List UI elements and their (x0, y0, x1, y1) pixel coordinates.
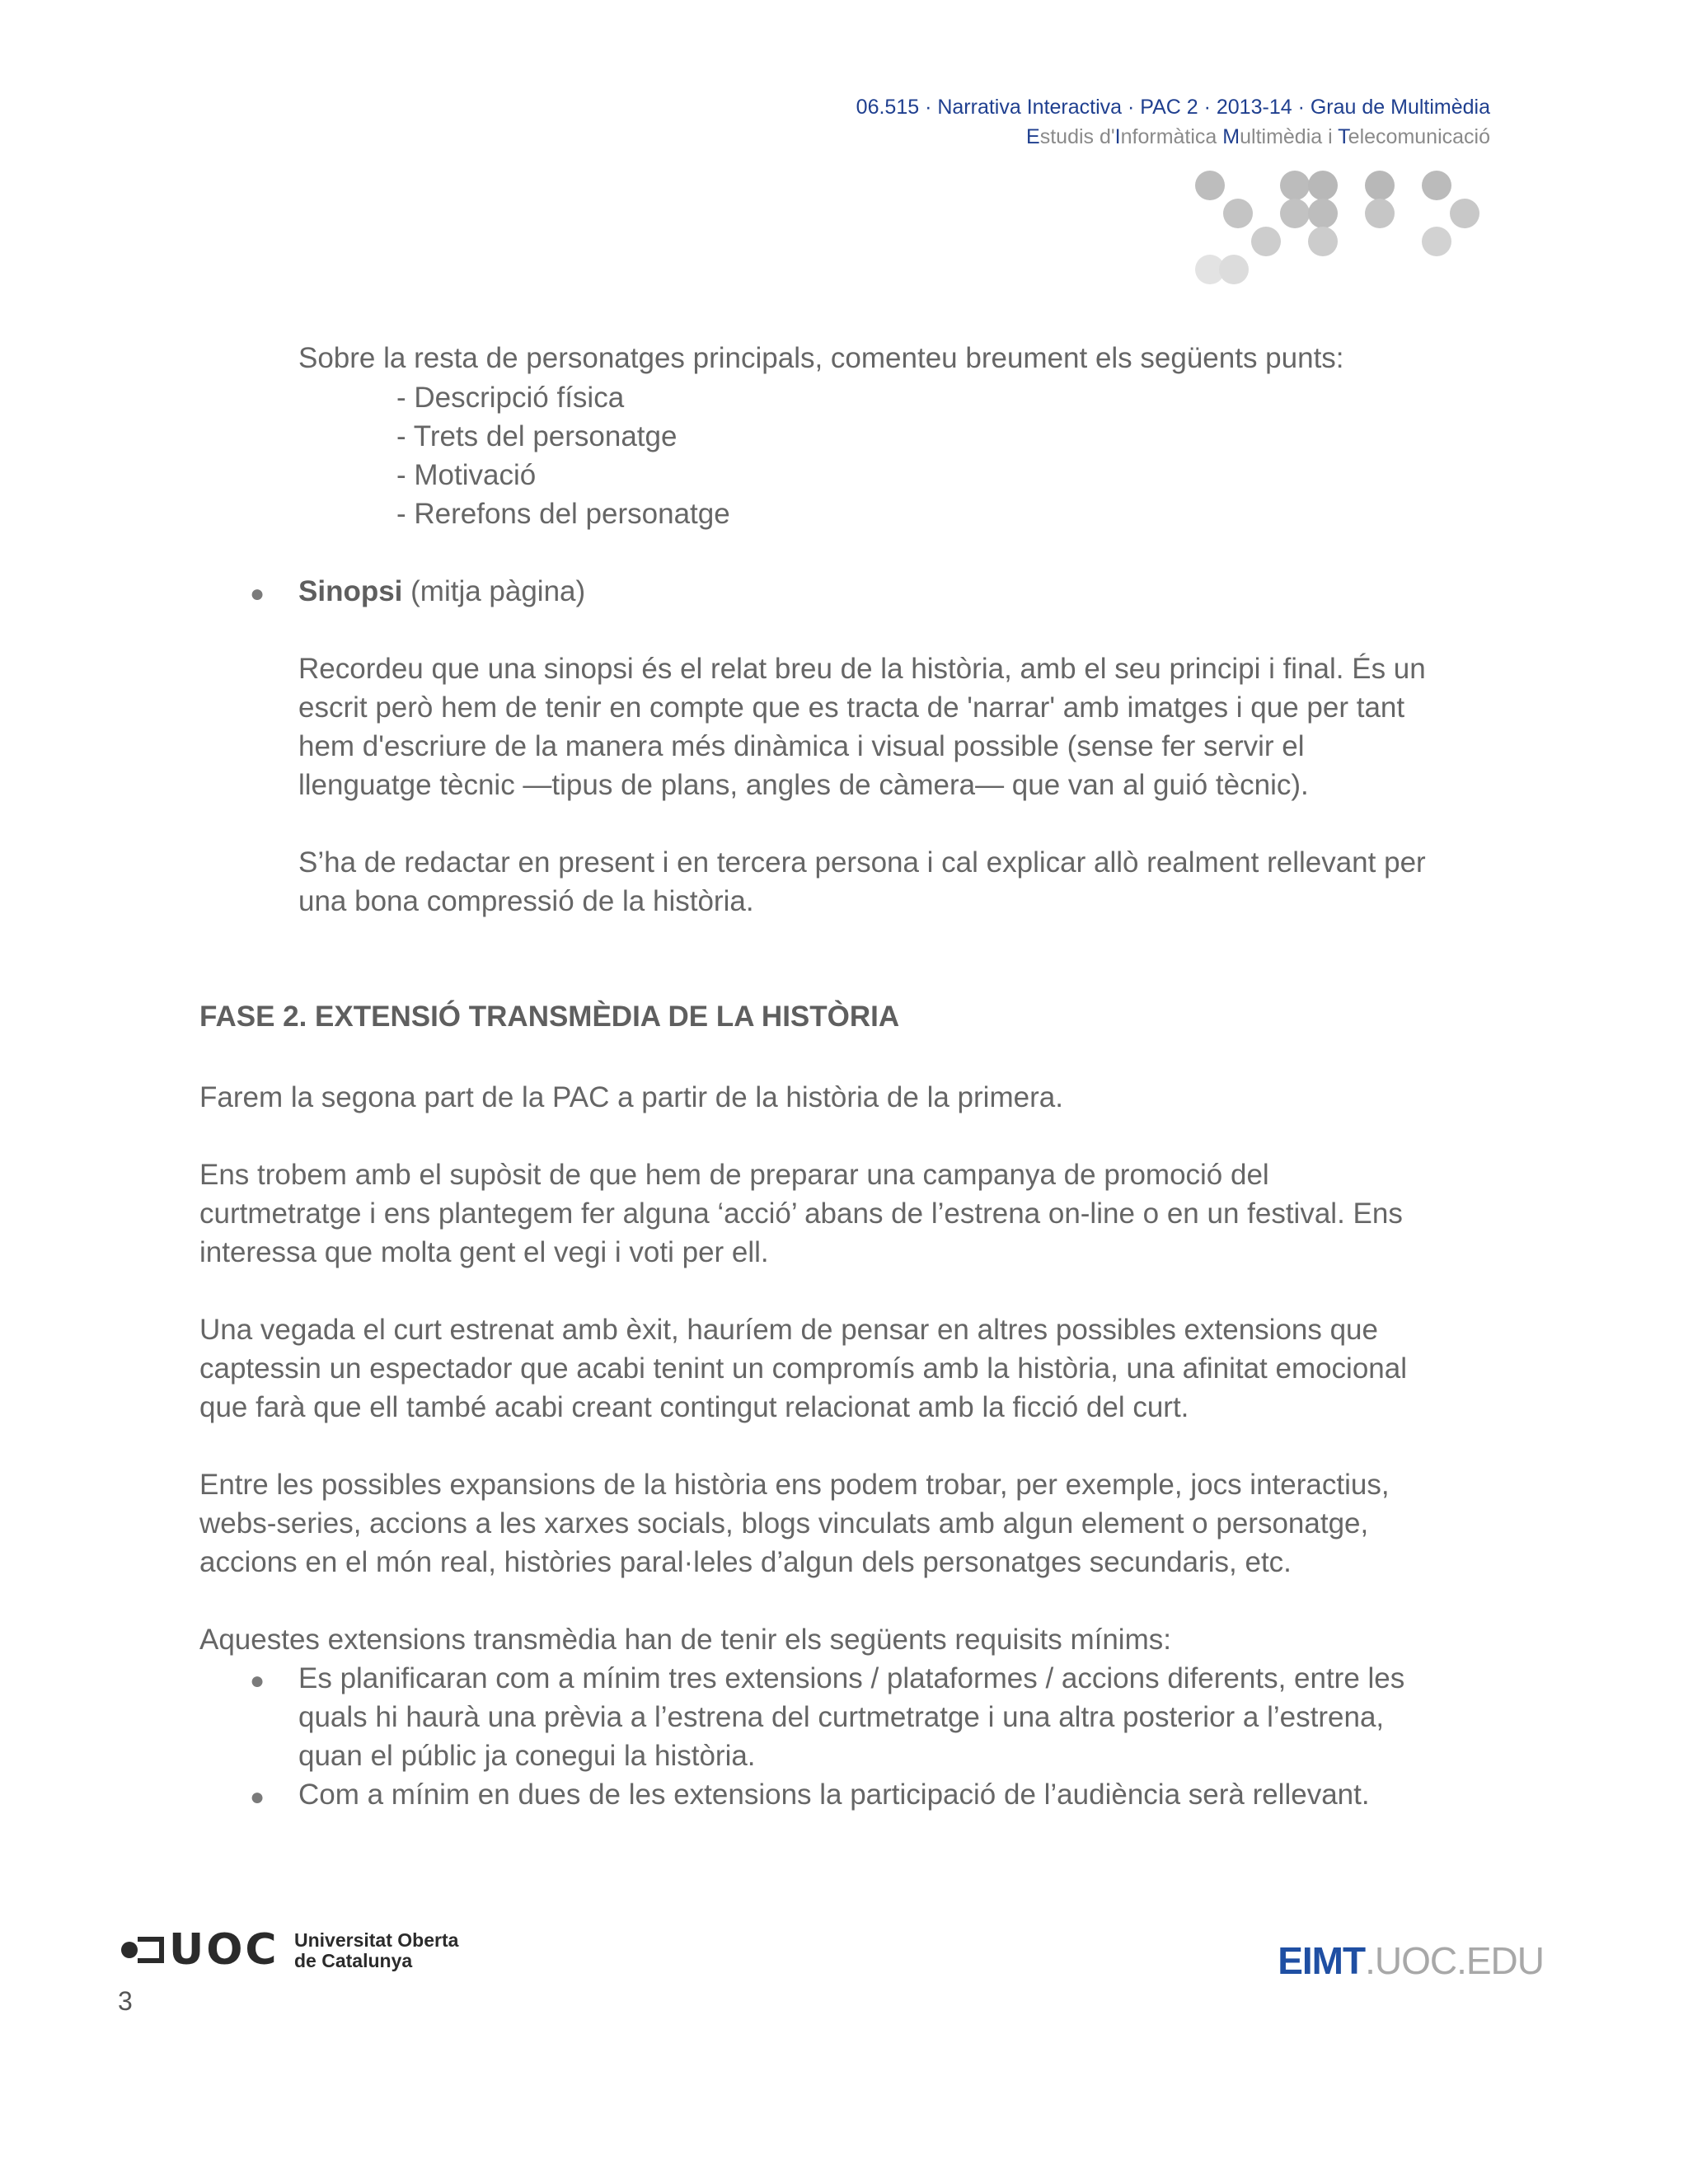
phase2-p4-line: webs-series, accions a les xarxes socials, blogs vinculats amb algun element o personatge, (199, 1507, 1369, 1540)
sinopsi-p1-line: Recordeu que una sinopsi és el relat breu de la història, amb el seu principi i final. És un (298, 653, 1426, 685)
logo-dot (1308, 199, 1338, 228)
characters-intro: Sobre la resta de personatges principals, comenteu breument els següents punts: (298, 342, 1344, 374)
logo-dot (1365, 171, 1395, 200)
phase2-p5: Aquestes extensions transmèdia han de tenir els següents requisits mínims: (199, 1624, 1171, 1656)
logo-dot (1251, 227, 1281, 256)
studies-part-4: elecomunicació (1348, 125, 1490, 148)
eimt-light-text: .UOC.EDU (1365, 1939, 1544, 1982)
sinopsi-p1-line: hem d'escriure de la manera més dinàmica i visual possible (sense fer servir el (298, 730, 1305, 762)
sinopsi-p1-line: escrit però hem de tenir en compte que es tracta de 'narrar' amb imatges i que per tant (298, 691, 1405, 724)
studies-initial-t: T (1338, 125, 1348, 148)
uoc-logo (120, 1925, 482, 1978)
studies-header (1026, 125, 1490, 149)
phase2-p3-line: Una vegada el curt estrenat amb èxit, hauríem de pensar en altres possibles extensions que (199, 1314, 1378, 1346)
requirement-bullet: ● (250, 1783, 265, 1811)
logo-dot (1450, 199, 1479, 228)
logo-dot (1195, 171, 1225, 200)
phase2-p3-line: captessin un espectador que acabi tenint un compromís amb la història, una afinitat emocional (199, 1352, 1408, 1385)
studies-initial-i: I (1114, 125, 1121, 148)
phase2-p2-line: Ens trobem amb el supòsit de que hem de preparar una campanya de promoció del (199, 1159, 1269, 1191)
phase2-p4-line: Entre les possibles expansions de la història ens podem trobar, per exemple, jocs interactius, (199, 1469, 1390, 1501)
sinopsi-p1-line: llenguatge tècnic —tipus de plans, angles de càmera— que van al guió tècnic). (298, 769, 1309, 801)
logo-dot (1223, 199, 1253, 228)
phase2-p3-line: que farà que ell també acabi creant contingut relacionat amb la ficció del curt. (199, 1391, 1189, 1423)
logo-dot (1280, 171, 1310, 200)
phase2-p2-line: curtmetratge i ens plantegem fer alguna ‘acció’ abans de l’estrena on-line o en un festival. Ens (199, 1197, 1403, 1230)
requirement-bullet: ● (250, 1667, 265, 1694)
studies-initial-m: M (1222, 125, 1240, 148)
requirement1-line: Es planificaran com a mínim tres extensions / plataformes / accions diferents, entre les (298, 1662, 1405, 1694)
studies-part-3: ultimèdia i (1240, 125, 1339, 148)
phase2-p1: Farem la segona part de la PAC a partir de la història de la primera. (199, 1081, 1063, 1113)
requirement2: Com a mínim en dues de les extensions la participació de l’audiència serà rellevant. (298, 1779, 1370, 1811)
eimt-logo (1278, 1938, 1544, 1983)
phase2-heading: FASE 2. EXTENSIÓ TRANSMÈDIA DE LA HISTÒRIA (199, 1001, 900, 1033)
sinopsi-p2-line: una bona compressió de la història. (298, 885, 754, 917)
sinopsi-p2-line: S’ha de redactar en present i en tercera persona i cal explicar allò realment rellevant per (298, 846, 1426, 879)
logo-dot (1422, 227, 1451, 256)
course-header: 06.515 · Narrativa Interactiva · PAC 2 · 2013-14 · Grau de Multimèdia (856, 96, 1490, 119)
point-physical: - Descripció física (396, 382, 625, 414)
sinopsi-line (298, 572, 585, 611)
uoc-mark-icon (120, 1930, 167, 1970)
uoc-name-line: de Catalunya (294, 1950, 413, 1971)
point-traits: - Trets del personatge (396, 420, 678, 452)
uoc-name-line: Universitat Oberta (294, 1929, 459, 1951)
logo-dot (1308, 227, 1338, 256)
page-number: 3 (118, 1986, 133, 2016)
logo-dot (1308, 171, 1338, 200)
logo-dot (1219, 255, 1249, 284)
studies-part-1: studis d' (1039, 125, 1115, 148)
studies-initial-e: E (1026, 125, 1040, 148)
logo-dot (1365, 199, 1395, 228)
point-motivation: - Motivació (396, 459, 537, 491)
logo-dot (1422, 171, 1451, 200)
phase2-p4-line: accions en el món real, històries paral·leles d’algun dels personatges secundaris, etc. (199, 1546, 1292, 1578)
phase2-p2-line: interessa que molta gent el vegi i voti per ell. (199, 1236, 769, 1268)
requirement1-line: quan el públic ja conegui la història. (298, 1740, 756, 1772)
sinopsi-bullet: ● (250, 580, 265, 607)
uoc-wordmark: UOC (169, 1925, 279, 1975)
logo-dot (1280, 199, 1310, 228)
eimt-strong-text: EIMT (1278, 1939, 1366, 1982)
studies-part-2: nformàtica (1120, 125, 1223, 148)
uoc-fullname (294, 1930, 458, 1971)
sinopsi-title: Sinopsi (298, 575, 403, 607)
sinopsi-note: (mitja pàgina) (402, 575, 586, 607)
eimt-dots-logo (1195, 165, 1500, 297)
point-background: - Rerefons del personatge (396, 498, 730, 530)
requirement1-line: quals hi haurà una prèvia a l’estrena del curtmetratge i una altra posterior a l’estrena, (298, 1701, 1385, 1733)
